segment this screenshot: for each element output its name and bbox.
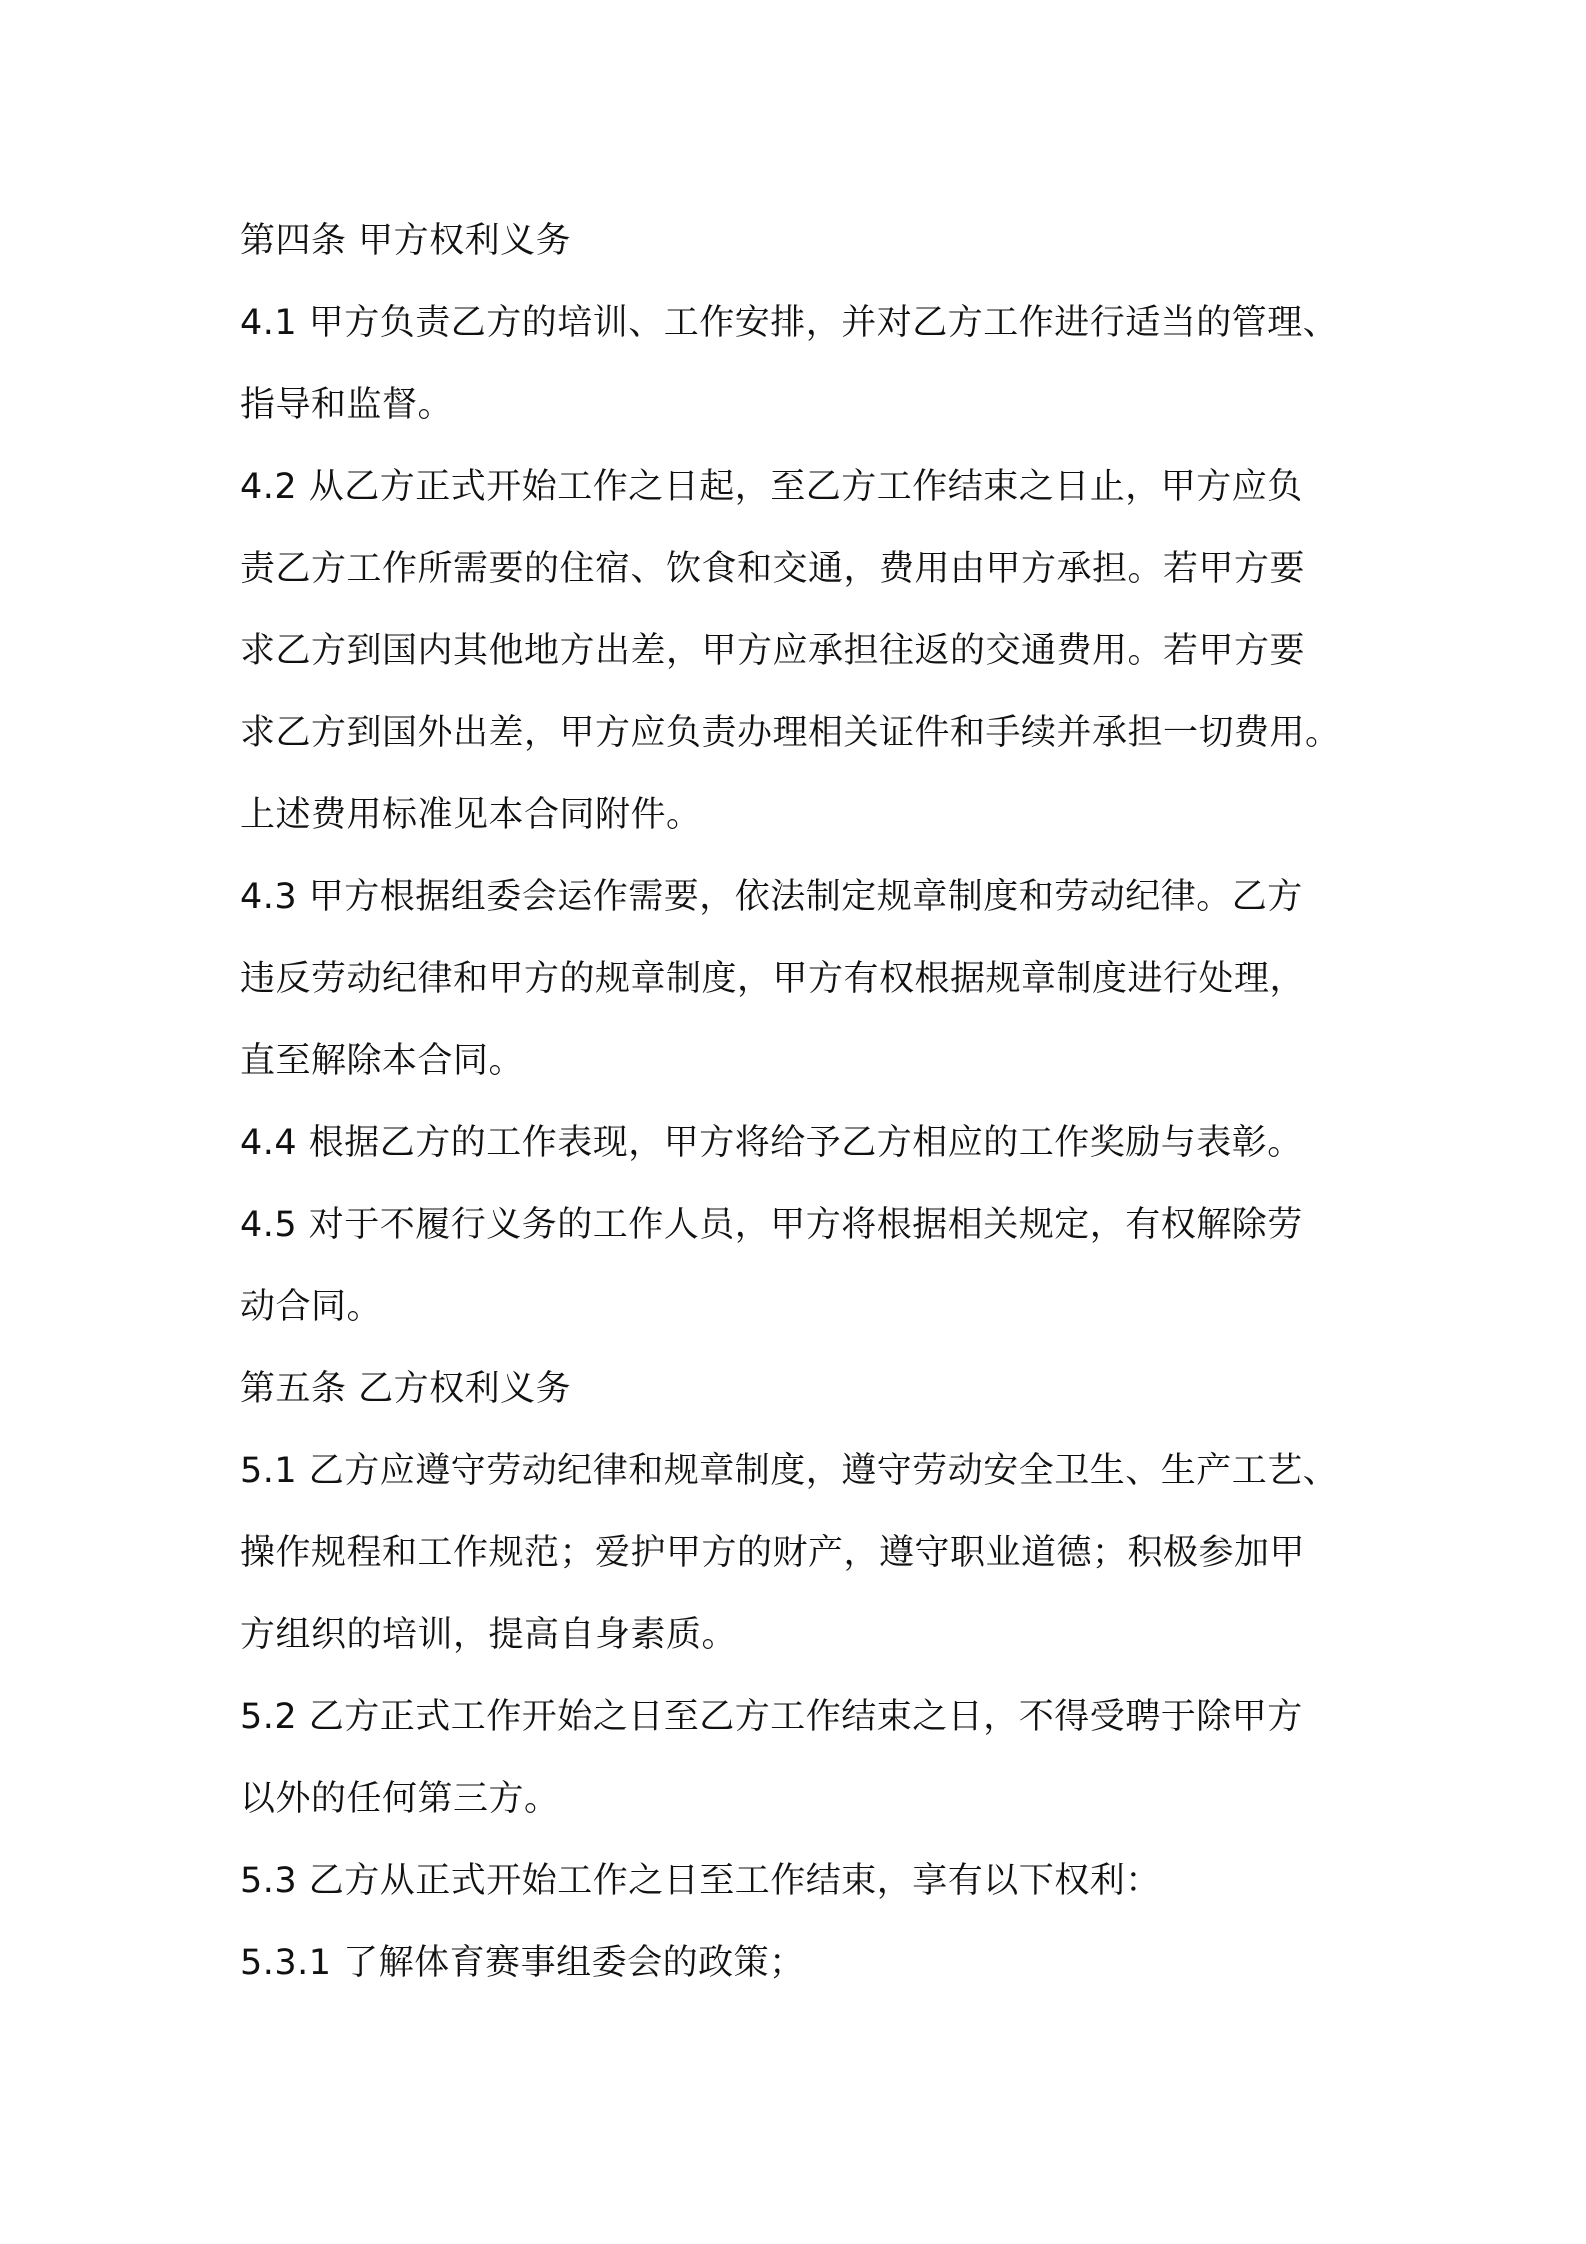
clause-4-2-line-4: 求乙方到国外出差，甲方应负责办理相关证件和手续并承担一切费用。 <box>240 713 1341 753</box>
clause-4-2-line-1: 4.2 从乙方正式开始工作之日起，至乙方工作结束之日止，甲方应负 <box>240 467 1303 507</box>
clause-4-1-line-2: 指导和监督。 <box>240 385 454 425</box>
section-heading-4: 第四条 甲方权利义务 <box>240 221 572 261</box>
clause-5-1-line-3: 方组织的培训，提高自身素质。 <box>240 1615 738 1655</box>
clause-4-3-line-1: 4.3 甲方根据组委会运作需要，依法制定规章制度和劳动纪律。乙方 <box>240 877 1303 917</box>
clause-4-2-line-5: 上述费用标准见本合同附件。 <box>240 795 702 835</box>
clause-4-1-line-1: 4.1 甲方负责乙方的培训、工作安排，并对乙方工作进行适当的管理、 <box>240 303 1339 343</box>
clause-4-2-line-3: 求乙方到国内其他地方出差，甲方应承担往返的交通费用。若甲方要 <box>240 631 1306 671</box>
clause-5-1-line-2: 操作规程和工作规范；爱护甲方的财产，遵守职业道德；积极参加甲 <box>240 1533 1306 1573</box>
clause-4-2-line-2: 责乙方工作所需要的住宿、饮食和交通，费用由甲方承担。若甲方要 <box>240 549 1306 589</box>
clause-5-3-line-1: 5.3 乙方从正式开始工作之日至工作结束，享有以下权利： <box>240 1861 1161 1901</box>
clause-4-5-line-2: 动合同。 <box>240 1287 383 1327</box>
clause-4-4-line-1: 4.4 根据乙方的工作表现，甲方将给予乙方相应的工作奖励与表彰。 <box>240 1123 1303 1163</box>
clause-5-2-line-2: 以外的任何第三方。 <box>240 1779 560 1819</box>
clause-5-1-line-1: 5.1 乙方应遵守劳动纪律和规章制度，遵守劳动安全卫生、生产工艺、 <box>240 1451 1339 1491</box>
clause-5-3-1-line-1: 5.3.1 了解体育赛事组委会的政策； <box>240 1943 805 1983</box>
clause-5-2-line-1: 5.2 乙方正式工作开始之日至乙方工作结束之日，不得受聘于除甲方 <box>240 1697 1303 1737</box>
clause-4-3-line-2: 违反劳动纪律和甲方的规章制度，甲方有权根据规章制度进行处理， <box>240 959 1306 999</box>
clause-4-3-line-3: 直至解除本合同。 <box>240 1041 525 1081</box>
clause-4-5-line-1: 4.5 对于不履行义务的工作人员，甲方将根据相关规定，有权解除劳 <box>240 1205 1303 1245</box>
section-heading-5: 第五条 乙方权利义务 <box>240 1369 572 1409</box>
